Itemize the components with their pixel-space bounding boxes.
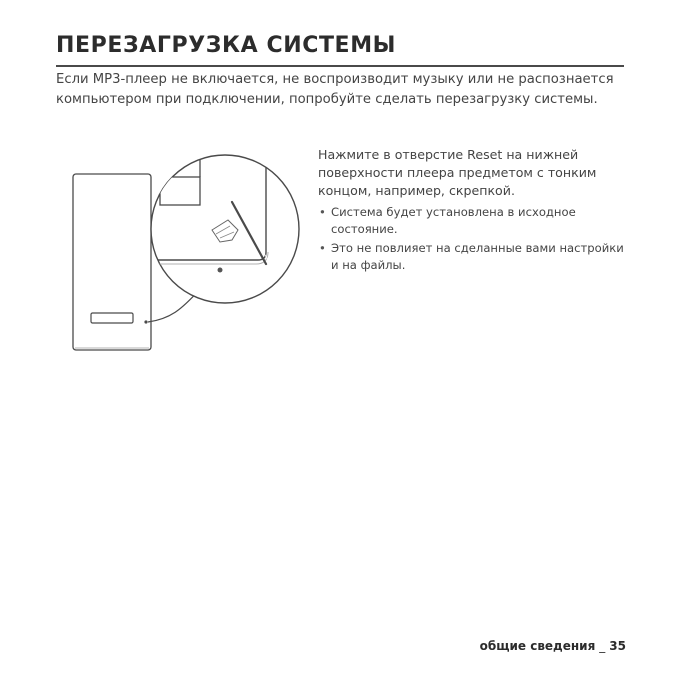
reset-illustration-svg <box>60 140 310 370</box>
instruction-main: Нажмите в отверстие Reset на нижней поверхности плеера предметом с тонким концом, например, скрепкой. <box>318 147 597 198</box>
page-number: 35 <box>609 639 626 653</box>
instruction-bullets <box>318 204 628 274</box>
reset-illustration <box>60 140 310 370</box>
bullet-item: • Система будет установлена в исходное состояние. <box>318 204 628 238</box>
footer-section-name: общие сведения <box>479 639 596 653</box>
magnifier-circle-icon <box>140 155 299 303</box>
instructions-block <box>318 146 628 276</box>
mp3-player-icon <box>73 174 151 350</box>
footer-separator: _ <box>599 639 606 653</box>
page-title: ПЕРЕЗАГРУЗКА СИСТЕМЫ <box>56 33 397 58</box>
intro-paragraph: Если MP3-плеер не включается, не воспроизводит музыку или не распознается компьютером при подключении, попробуйте сделать перезагрузку системы. <box>56 72 614 107</box>
page-footer <box>480 639 626 653</box>
title-underline <box>56 65 624 67</box>
bullet-item: • Это не повлияет на сделанные вами настройки и на файлы. <box>318 240 628 274</box>
